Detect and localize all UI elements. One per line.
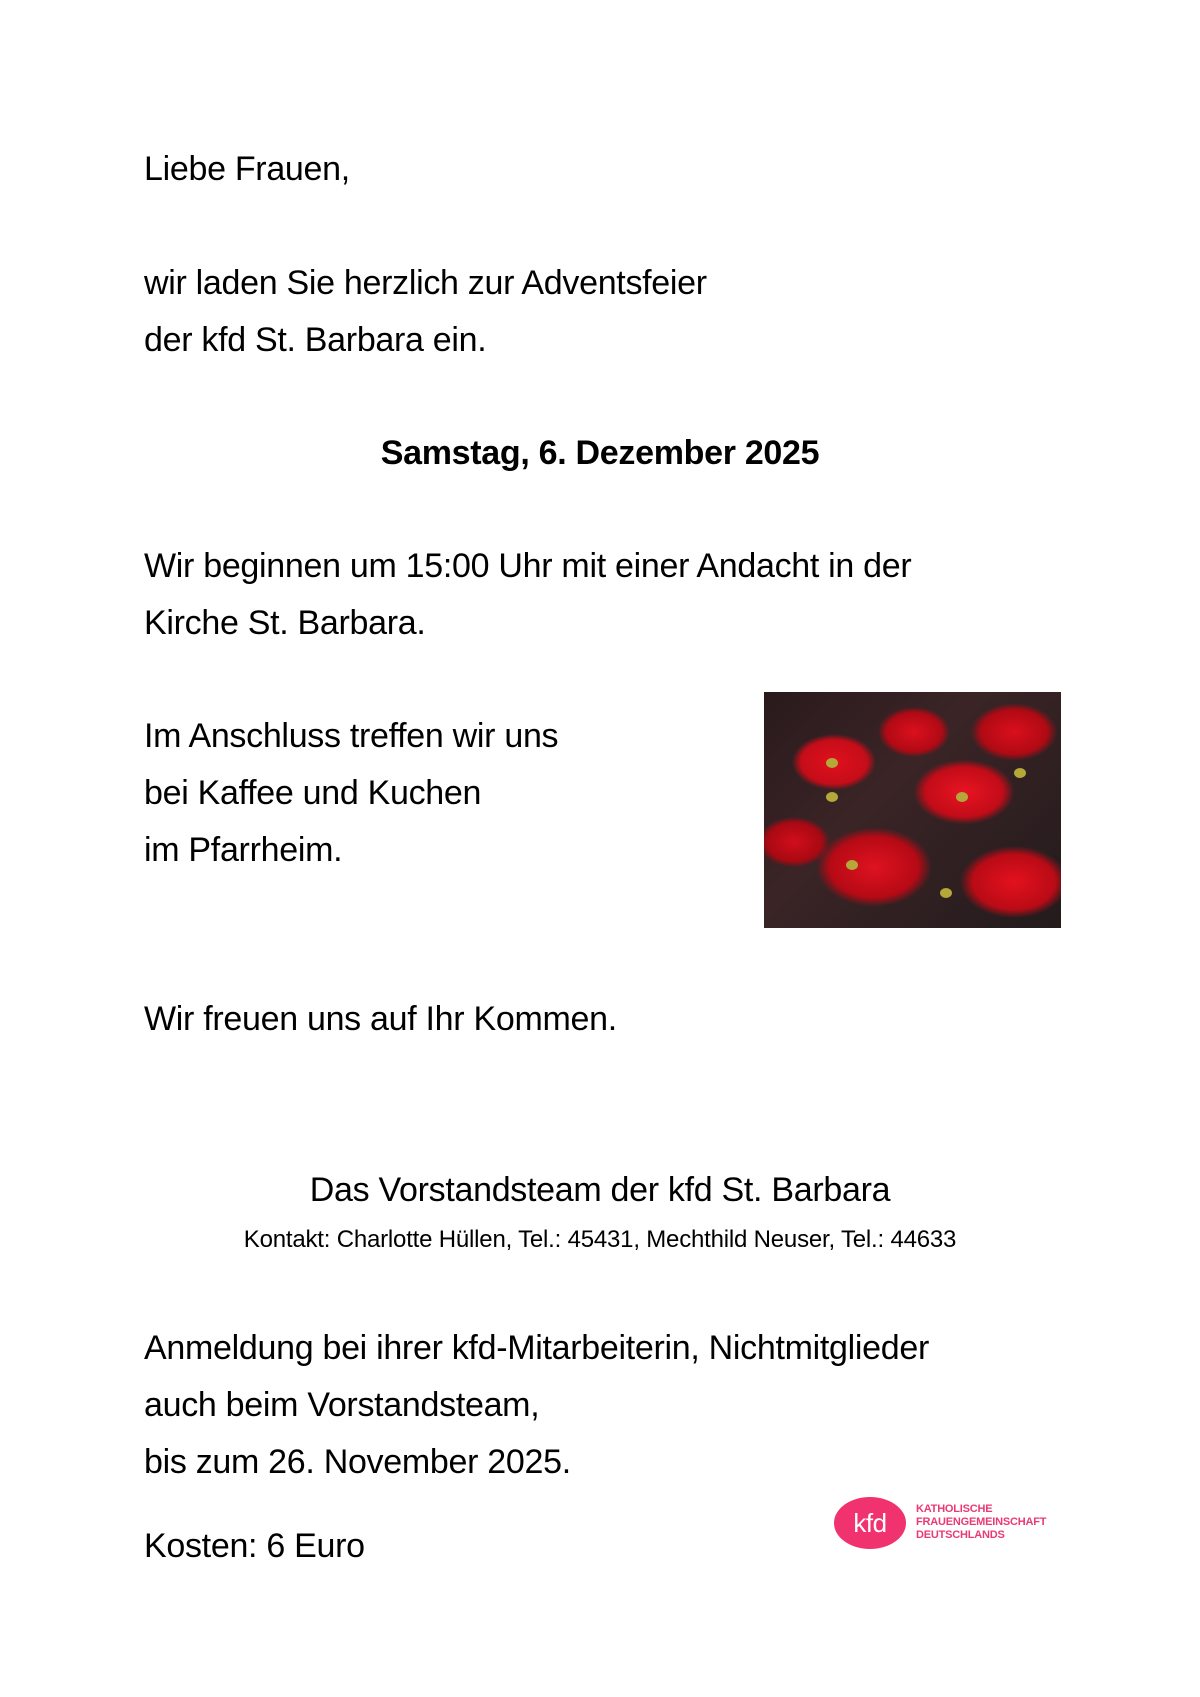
flower-center (956, 792, 968, 802)
flower-center (940, 888, 952, 898)
logo-text-line: DEUTSCHLANDS (916, 1529, 1005, 1541)
registration-line: Anmeldung bei ihrer kfd-Mitarbeiterin, Nichtmitglieder (144, 1329, 930, 1367)
closing-text: Wir freuen uns auf Ihr Kommen. (144, 1000, 617, 1038)
registration-info (144, 1320, 929, 1491)
registration-line: auch beim Vorstandsteam, (144, 1386, 540, 1424)
registration-line: bis zum 26. November 2025. (144, 1443, 571, 1481)
logo-text-line: FRAUENGEMEINSCHAFT (916, 1516, 1047, 1528)
kfd-logo (834, 1495, 1074, 1551)
start-line: Kirche St. Barbara. (144, 604, 426, 642)
flower-center (846, 860, 858, 870)
afterwards-line: bei Kaffee und Kuchen (144, 774, 482, 812)
kfd-logo-mark: kfd (834, 1497, 906, 1549)
greeting: Liebe Frauen, (144, 150, 350, 188)
afterwards-info (144, 708, 558, 879)
invitation-text (144, 255, 707, 369)
invitation-line: wir laden Sie herzlich zur Adventsfeier (144, 264, 707, 302)
flower-center (826, 758, 838, 768)
signature: Das Vorstandsteam der kfd St. Barbara (309, 1171, 891, 1209)
contact-info: Kontakt: Charlotte Hüllen, Tel.: 45431, Mechthild Neuser, Tel.: 44633 (243, 1226, 957, 1253)
afterwards-line: Im Anschluss treffen wir uns (144, 717, 559, 755)
afterwards-line: im Pfarrheim. (144, 831, 343, 869)
start-info (144, 538, 911, 652)
cost-info: Kosten: 6 Euro (144, 1527, 365, 1565)
start-line: Wir beginnen um 15:00 Uhr mit einer Andacht in der (144, 547, 912, 585)
poinsettia-image (764, 692, 1061, 928)
flower-center (1014, 768, 1026, 778)
flower-center (826, 792, 838, 802)
invitation-line: der kfd St. Barbara ein. (144, 321, 487, 359)
logo-text-line: KATHOLISCHE (916, 1503, 993, 1515)
event-date: Samstag, 6. Dezember 2025 (380, 434, 820, 472)
kfd-logo-text (916, 1503, 1046, 1542)
